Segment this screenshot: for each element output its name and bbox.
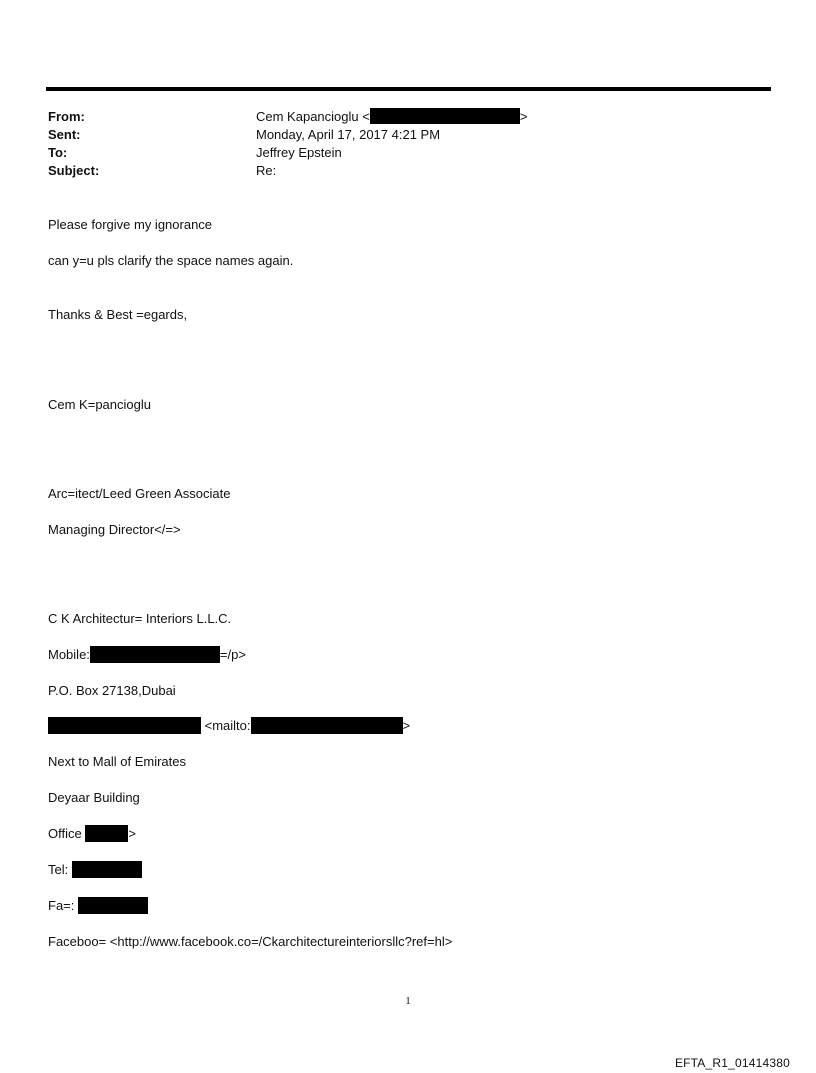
fax-line (48, 897, 148, 915)
body-line: Please forgive my ignorance (48, 217, 213, 232)
redacted-phone-block (85, 825, 128, 842)
location-line: Next to Mall of Emirates (48, 754, 186, 769)
to-value: Jeffrey Epstein (256, 145, 342, 160)
redacted-email-block (251, 717, 403, 734)
facebook-line: Faceboo= <http://www.facebook.co=/Ckarchitectureinteriorsllc?ref=hl> (48, 934, 453, 949)
email-line (48, 717, 410, 735)
body-line: Thanks & Best =egards, (48, 307, 188, 322)
mobile-suffix: =/p> (219, 647, 246, 662)
building-line: Deyaar Building (48, 790, 140, 805)
redacted-phone-block (72, 861, 142, 878)
tel-line (48, 861, 142, 879)
to-label: To: (48, 145, 68, 160)
from-label: From: (48, 109, 85, 124)
page-number: 1 (405, 995, 411, 1007)
document-id-stamp: EFTA_R1_01414380 (674, 1056, 790, 1070)
tel-label: Tel: (48, 862, 72, 877)
body-line: can y=u pls clarify the space names again. (48, 253, 294, 268)
from-value (256, 108, 527, 126)
po-box-line: P.O. Box 27138,Dubai (48, 683, 176, 698)
office-label: Office (48, 826, 86, 841)
signature-title: Arc=itect/Leed Green Associate (48, 486, 231, 501)
mailto-text: <mailto: (201, 718, 251, 733)
office-close: > (128, 826, 136, 841)
from-close: > (519, 109, 528, 124)
signature-role: Managing Director</=> (48, 522, 181, 537)
signature-name: Cem K=pancioglu (48, 397, 151, 412)
from-name: Cem Kapancioglu < (256, 109, 370, 124)
redacted-mobile-block (90, 646, 220, 663)
sent-value: Monday, April 17, 2017 4:21 PM (256, 127, 441, 142)
redacted-email-block (370, 108, 520, 124)
fax-label: Fa=: (48, 898, 78, 913)
redacted-phone-block (78, 897, 148, 914)
subject-value: Re: (256, 163, 277, 178)
signature-company: C K Architectur= Interiors L.L.C. (48, 611, 232, 626)
sent-label: Sent: (48, 127, 81, 142)
header-divider-rule (46, 87, 771, 91)
redacted-email-block (48, 717, 201, 734)
mailto-close: > (402, 718, 411, 733)
office-line (48, 825, 136, 843)
subject-label: Subject: (48, 163, 100, 178)
mobile-line (48, 646, 246, 664)
mobile-label: Mobile: (48, 647, 90, 662)
